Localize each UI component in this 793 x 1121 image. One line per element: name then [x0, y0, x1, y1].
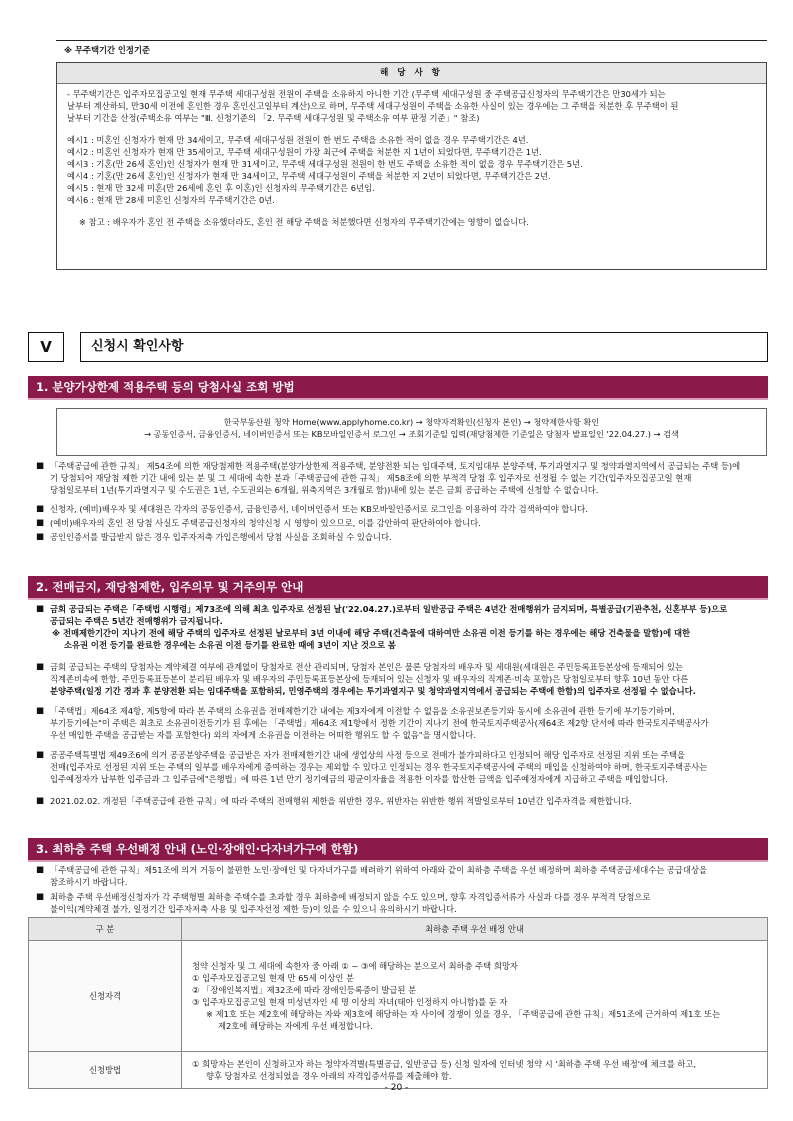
- sec2-title-bar: [28, 576, 768, 598]
- page-number: - 20 -: [384, 1083, 409, 1093]
- lookup-path-line-2: → 공동인증서, 금융인증서, 네이버인증서 또는 KB모바일인증서 로그인 → 조회기준일 입력(재당첨제한 기준일은 당첨자 발표일인 '22.04.27.) → 검색: [144, 428, 679, 439]
- example-1: 예시1 : 미혼인 신청자가 현재 만 34세이고, 무주택 세대구성원 전원이 한 번도 주택을 소유한 적이 없을 경우 무주택기간은 4년.: [67, 135, 529, 146]
- bullet-line: 부기등기에는"이 주택은 최초로 소유권이전등기가 된 후에는 「주택법」제64조 제1항에서 정한 기간이 지나기 전에 한국토지주택공사(제64조 제2항 단서에 따라 한국토지주택공사가: [50, 718, 709, 729]
- square-bullet-icon: ■: [36, 706, 45, 716]
- section-number: V: [28, 332, 64, 362]
- section-title: 신청시 확인사항: [80, 332, 768, 362]
- table-header-cell: 최하층 주택 우선 배정 안내: [182, 918, 768, 941]
- cell-line: ③ 입주자모집공고일 현재 미성년자인 세 명 이상의 자녀(태아 인정하지 아니함)를 둔 자: [192, 997, 508, 1007]
- bullet-line: 공인인증서를 발급받지 않은 경우 입주자저축 가입은행에서 당첨 사실을 조회하실 수 있습니다.: [50, 532, 392, 542]
- bullet-line: 직계존비속에 한함. 주민등록표등본이 분리된 배우자 및 배우자의 주민등록표등본상에 등재되어 있는 신청자 및 배우자의 직계존·비속 포함)은 당첨일로부터 향후 10년 동안 다른: [50, 674, 689, 685]
- sec2-bullet-1: [36, 603, 766, 651]
- square-bullet-icon: ■: [36, 796, 45, 806]
- sec2-title: 2. 전매금지, 재당첨제한, 입주의무 및 거주의무 안내: [36, 580, 304, 594]
- sec3-title: 3. 최하층 주택 우선배정 안내 (노인·장애인·다자녀가구에 한함): [36, 842, 359, 856]
- top-rule: [56, 40, 767, 41]
- sec3-title-bar: [28, 838, 768, 860]
- sec1-bullet-3: [36, 517, 766, 529]
- square-bullet-icon: ■: [36, 892, 45, 902]
- bullet-note: 소유권 이전 등기를 완료한 경우에는 소유권 이전 등기를 완료한 때에 3년이 지난 것으로 봄: [64, 640, 396, 651]
- lowest-floor-table: [28, 917, 768, 1089]
- sec1-bullet-2: [36, 503, 766, 515]
- bullet-line: 분양주택(일정 기간 경과 후 분양전환 되는 임대주택을 포함하되, 민영주택의 경우에는 투기과열지구 및 청약과열지역에서 공급되는 주택에 한함)의 입주자로 선정될 수 없습니다.: [50, 686, 696, 697]
- para-line: - 무주택기간은 입주자모집공고일 현재 무주택 세대구성원 전원이 주택을 소유하지 아니한 기간 (무주택 세대구성원 중 주택공급신청자의 무주택기간은 만30세가 되는: [67, 89, 666, 99]
- bullet-line: 참조하시기 바랍니다.: [50, 877, 128, 888]
- cell-line: 향후 당첨자로 선정되었을 경우 아래의 자격입증서류를 제출해야 함.: [206, 1071, 452, 1081]
- sec3-bullet-1: [36, 864, 766, 888]
- row-label: 신청방법: [29, 1052, 182, 1089]
- example-6: 예시6 : 현재 만 28세 미혼인 신청자의 무주택기간은 0년.: [67, 195, 275, 206]
- sec1-title-bar: [28, 376, 768, 398]
- box-header: 해 당 사 항: [57, 63, 766, 84]
- bullet-line: 금회 공급되는 주택은「주택법 시행령」제73조에 의해 최초 입주자로 선정된 날('22.04.27.)로부터 일반공급 주택은 4년간 전매행위가 금지되며, 특별공급(기관추천, 신혼부부 등)으로: [50, 604, 728, 614]
- bullet-line: 공급되는 주택은 5년간 전매행위가 금지됩니다.: [50, 616, 223, 627]
- sec3-bullet-2: [36, 891, 766, 915]
- bullet-line: 불이익(계약체결 불가, 일정기간 입주자저축 사용 및 입주자선정 제한 등)이 있을 수 있으니 유의하시기 바랍니다.: [50, 904, 457, 915]
- square-bullet-icon: ■: [36, 461, 45, 471]
- cell-line: ② 「장애인복지법」제32조에 따라 장애인등록증이 발급된 분: [192, 984, 417, 995]
- cell-line: 청약 신청자 및 그 세대에 속한자 중 아래 ① ~ ③에 해당하는 분으로서 최하층 주택 희망자: [192, 960, 518, 971]
- bullet-line: 기 당첨되어 재당첨 제한 기간 내에 있는 분 및 그 세대에 속한 분과「주택공급에 관한 규칙」 제58조에 의한 부적격 당첨 후 입주자로 선정될 수 없는 기간(입주자모집공고일 현재: [50, 473, 692, 484]
- example-2: 예시2 : 미혼인 신청자가 현재 만 35세이고, 무주택 세대구성원이 가장 최근에 주택을 처분한 지 1년이 되었다면, 무주택기간은 1년.: [67, 147, 542, 158]
- square-bullet-icon: ■: [36, 750, 45, 760]
- sec2-bullet-2: [36, 661, 766, 697]
- example-5: 예시5 : 현재 만 32세 미혼(만 26세에 혼인 후 이혼)인 신청자의 무주택기간은 6년임.: [67, 183, 375, 194]
- bullet-note: ※ 전매제한기간이 지나기 전에 해당 주택의 입주자로 선정된 날로부터 3년 이내에 해당 주택(건축물에 대하여만 소유권 이전 등기를 하는 경우에는 해당 건축물을 말함)에 대한: [52, 628, 690, 639]
- square-bullet-icon: ■: [36, 532, 45, 542]
- row-content: [182, 941, 768, 1052]
- cell-note: 제2호에 해당하는 자에게 우선 배정합니다.: [218, 1021, 373, 1032]
- example-3: 예시3 : 기혼(만 26세 혼인)인 신청자가 현재 만 31세이고, 무주택 세대구성원 전원이 한 번도 주택을 소유한 적이 없을 경우 무주택기간은 5년.: [67, 159, 583, 170]
- bullet-line: (예비)배우자의 혼인 전 당첨 사실도 주택공급신청자의 청약신청 시 영향이 있으므로, 이를 감안하여 판단하여야 합니다.: [50, 518, 481, 528]
- table-header-row: [29, 918, 768, 941]
- sec1-bullet-4: [36, 531, 766, 543]
- bullet-line: 금회 공급되는 주택의 당첨자는 계약체결 여부에 관계없이 당첨자로 전산 관리되며, 당첨자 본인은 물론 당첨자의 배우자 및 세대원(세대원은 주민등록표등본상에 등재되어 있는: [50, 662, 684, 672]
- bullet-line: 2021.02.02. 개정된「주택공급에 관한 규칙」에 따라 주택의 전매행위 제한을 위반한 경우, 위반자는 위반한 행위 적발일로부터 10년간 입주자격을 제한합니다.: [50, 796, 632, 806]
- sec2-bullet-4: [36, 749, 766, 785]
- bullet-line: 「주택공급에 관한 규칙」 제54조에 의한 재당첨제한 적용주택(분양가상한제 적용주택, 분양전환 되는 임대주택, 토지임대부 분양주택, 투기과열지구 및 청약과열지역에서 공급되는 주택 등)에: [50, 461, 741, 471]
- bullet-line: 「주택공급에 관한 규칙」제51조에 의거 거동이 불편한 노인·장애인 및 다자녀가구를 배려하기 위하여 아래와 같이 최하층 주택을 우선 배정하며 최하층 주택공급세대수는 공급대상을: [50, 865, 707, 875]
- cell-note: ※ 제1호 또는 제2호에 해당하는 자와 제3호에 해당하는 자 사이에 경쟁이 있을 경우, 「주택공급에 관한 규칙」제51조에 근거하여 제1호 또는: [206, 1009, 721, 1020]
- lookup-path-line-1: 한국부동산원 청약 Home(www.applyhome.co.kr) → 청약자격확인(신청자 본인) → 청약제한사항 확인: [223, 417, 600, 427]
- cell-line: ① 희망자는 본인이 신청하고자 하는 청약자격별(특별공급, 일반공급 등) 신청 일자에 인터넷 청약 시 '최하층 주택 우선 배정'에 체크를 하고,: [192, 1058, 697, 1069]
- lookup-path-box: [56, 408, 767, 456]
- square-bullet-icon: ■: [36, 604, 45, 614]
- sec2-bullet-5: [36, 795, 766, 807]
- square-bullet-icon: ■: [36, 662, 45, 672]
- para-line: 날부터 계산하되, 만30세 이전에 혼인한 경우 혼인신고일부터 계산)으로 하며, 무주택 세대구성원이 주택을 소유한 사실이 있는 경우에는 그 주택을 처분한 후 무주택이 된: [67, 101, 679, 112]
- table-header-cell: 구 분: [29, 918, 182, 941]
- sec1-title: 1. 분양가상한제 적용주택 등의 당첨사실 조회 방법: [36, 380, 295, 394]
- para-line: 날부터 기간을 산정(주택소유 여부는 "Ⅲ. 신청기준의 「2. 무주택 세대구성원 및 주택소유 여부 판정 기준」" 참조): [67, 113, 480, 124]
- square-bullet-icon: ■: [36, 504, 45, 514]
- bullet-line: 입주예정자가 납부한 입주금과 그 입주금에"은행법」에 따른 1년 만기 정기예금의 평균이자율을 적용한 이자를 합산한 금액을 입주예정자에게 지급하고 주택을 매입합니다.: [50, 774, 668, 785]
- cell-line: ① 입주자모집공고일 현재 만 65세 이상인 분: [192, 972, 355, 983]
- bullet-line: 공공주택특별법 제49조6에 의거 공공분양주택을 공급받은 자가 전매제한기간 내에 생업상의 사정 등으로 전매가 불가피하다고 인정되어 해당 입주자로 선정된 지위 또는 주택을: [50, 750, 686, 760]
- square-bullet-icon: ■: [36, 518, 45, 528]
- bullet-line: 최하층 주택 우선배정신청자가 각 주택형별 최하층 주택수를 초과할 경우 최하층에 배정되지 않을 수도 있으며, 향후 자격입증서류가 사실과 다를 경우 부적격 당첨으로: [50, 892, 651, 902]
- bullet-line: 당첨일로부터 1년(투기과열지구 및 수도권은 1년, 수도권외는 6개월, 위축지역은 3개월로 함))내에 있는 분은 금회 공급하는 주택에 신청할 수 없습니다.: [50, 485, 599, 496]
- table-row: [29, 941, 768, 1052]
- row-label: 신청자격: [29, 941, 182, 1052]
- example-4: 예시4 : 기혼(만 26세 혼인)인 신청자가 현재 만 34세이고, 무주택 세대구성원이 주택을 처분한 지 2년이 되었다면, 무주택기간은 2년.: [67, 171, 551, 182]
- housing-period-box: [56, 62, 767, 270]
- note-title: ※ 무주택기간 인정기준: [64, 45, 150, 55]
- bullet-line: 「주택법」제64조 제4항, 제5항에 따라 본 주택의 소유권을 전매제한기간 내에는 제3자에게 이전할 수 없음을 소유권보존등기와 동시에 소유권에 관한 등기에 부기등기하며,: [50, 706, 675, 716]
- bullet-line: 신청자, (예비)배우자 및 세대원은 각자의 공동인증서, 금융인증서, 네이버인증서 또는 KB모바일인증서로 로그인을 이용하여 각각 검색하여야 합니다.: [50, 504, 588, 514]
- bullet-line: 우선 매입한 주택을 공급받는 자를 포함한다) 외의 자에게 소유권을 이전하는 어떠한 행위도 할 수 없음"을 명시합니다.: [50, 730, 476, 741]
- reference-note: ※ 참고 : 배우자가 혼인 전 주택을 소유했더라도, 혼인 전 해당 주택을 처분했다면 신청자의 무주택기간에는 영향이 없습니다.: [79, 217, 529, 228]
- sec1-bullet-1: [36, 460, 766, 496]
- bullet-line: 전매(입주자로 선정된 지위 또는 주택의 일부를 배우자에게 증여하는 경우는 제외할 수 있다고 인정되는 경우 한국토지주택공사에 주택의 매입을 신청하여야 하며, 한국토지주택공사는: [50, 762, 708, 773]
- sec2-bullet-3: [36, 705, 766, 741]
- square-bullet-icon: ■: [36, 865, 45, 875]
